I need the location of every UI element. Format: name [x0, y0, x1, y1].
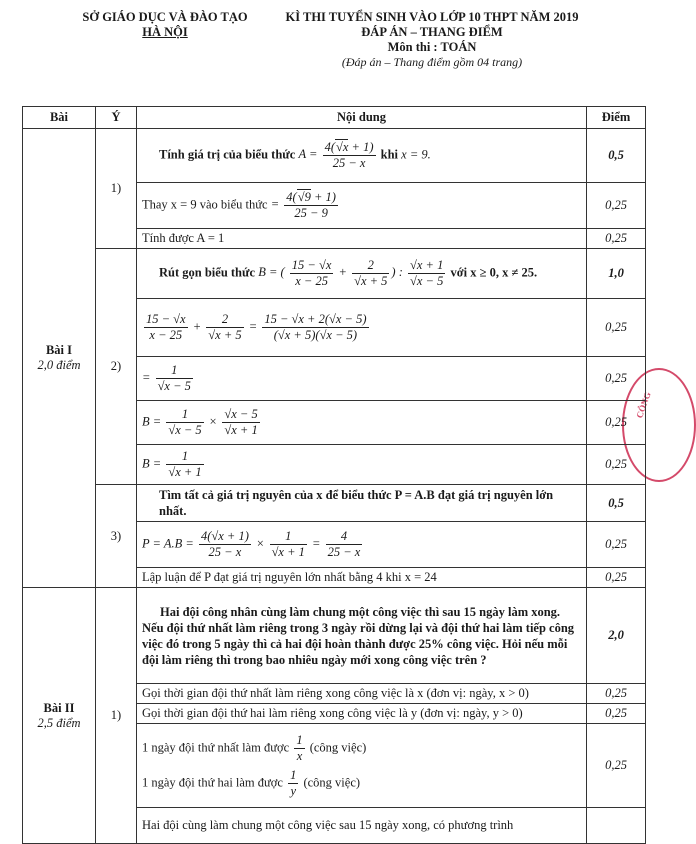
- step-text: Thay x = 9 vào biểu thức: [142, 197, 268, 212]
- subject-line: Môn thi : TOÁN: [387, 40, 477, 54]
- bai1-points: 2,0 điểm: [37, 358, 81, 372]
- score: 0,25: [587, 684, 646, 704]
- score: 2,0: [587, 588, 646, 684]
- red-stamp: CÔNG: [622, 368, 696, 482]
- col-header-y: Ý: [96, 107, 137, 129]
- table-row: [23, 249, 646, 299]
- city-name: HÀ NỘI: [142, 25, 188, 39]
- bai1-y2-step2: = $\frac{1}{√x - 5}$: [137, 357, 587, 401]
- score: 0,25: [587, 704, 646, 724]
- score: 0,25: [587, 522, 646, 568]
- step-text: (công việc): [309, 739, 367, 754]
- bai1-y3-question: Tìm tất cả giá trị nguyên của x để biểu thức P = A.B đạt giá trị nguyên lớn nhất.: [137, 485, 587, 522]
- score: 0,5: [587, 129, 646, 183]
- bai1-y2-step3: B = $\frac{1}{√x - 5}$ × $\frac{√x - 5}{√x + 1}$: [137, 401, 587, 445]
- bai2-step4: Hai đội cùng làm chung một công việc sau 15 ngày xong, có phương trình: [137, 808, 587, 844]
- bai1-y1-step1: [137, 183, 587, 229]
- department-header: [50, 10, 280, 40]
- answer-key-title: ĐÁP ÁN – THANG ĐIỂM: [361, 25, 503, 39]
- bai1-y2-step1: $\frac{15 - √x}{x - 25}$ + $\frac{2}{√x + 5}$ = $\frac{15 - √x + 2(√x - 5)}{(√x + 5)(√x - 5)}$: [137, 299, 587, 357]
- bai2-points: 2,5 điểm: [37, 715, 81, 730]
- formula-b: B = ( $\frac{15 - √x}{x - 25}$ + $\frac{2}{√x + 5}$ ) : $\frac{√x + 1}{√x - 5}$: [258, 258, 444, 288]
- formula-a-sub: = $\frac{4(√9 + 1)}{25 - 9}$: [270, 190, 336, 220]
- bai2-name: Bài II: [43, 700, 75, 715]
- bai2-problem: Hai đội công nhân cùng làm chung một công việc thì sau 15 ngày làm xong. Nếu đội thứ nhất làm riêng trong 3 ngày rồi dừng lại và đội thứ hai làm tiếp công việc đó trong 5 ngày thì cả hai đội hoàn thành được 25% công việc. Hỏi nếu mỗi đội làm riêng thì trong bao nhiêu ngày mới xong công việc trên ?: [137, 588, 587, 684]
- bai2-step2: Gọi thời gian đội thứ hai làm riêng xong công việc là y (đơn vị: ngày, y > 0): [137, 704, 587, 724]
- score: 0,25: [587, 299, 646, 357]
- exam-title: KÌ THI TUYỂN SINH VÀO LỚP 10 THPT NĂM 2019: [285, 10, 579, 24]
- answer-key-table: [22, 106, 646, 844]
- question-condition: với x ≥ 0, x ≠ 25.: [450, 265, 538, 280]
- department-name: SỞ GIÁO DỤC VÀ ĐÀO TẠO: [82, 10, 248, 24]
- score: [587, 808, 646, 844]
- question-text: Rút gọn biểu thức: [159, 265, 256, 280]
- score: 0,25: [587, 229, 646, 249]
- exam-header: [282, 10, 582, 70]
- bai1-y3-label: 3): [96, 485, 137, 588]
- col-header-bai: Bài: [23, 107, 96, 129]
- step-line: 1 ngày đội thứ hai làm được $\frac{1}{y}$ (công việc): [142, 767, 361, 798]
- bai1-y1-step2: Tính được A = 1: [137, 229, 587, 249]
- question-text: Tính giá trị của biểu thức: [159, 147, 296, 162]
- bai1-y1-question: [137, 129, 587, 183]
- bai1-cell: [23, 129, 96, 588]
- score: 0,5: [587, 485, 646, 522]
- step-text: 1 ngày đội thứ nhất làm được: [142, 739, 290, 754]
- bai1-y2-label: 2): [96, 249, 137, 485]
- score: 0,25: [587, 401, 646, 445]
- bai2-step1: Gọi thời gian đội thứ nhất làm riêng xong công việc là x (đơn vị: ngày, x > 0): [137, 684, 587, 704]
- formula-a: A = $\frac{4(√x + 1)}{25 - x}$: [298, 140, 374, 170]
- bai1-y2-question: [137, 249, 587, 299]
- score: 0,25: [587, 183, 646, 229]
- bai1-y3-step2: Lập luận để P đạt giá trị nguyên lớn nhất bằng 4 khi x = 24: [137, 568, 587, 588]
- bai2-step3: [137, 724, 587, 808]
- table-row: [23, 485, 646, 522]
- bai1-y2-step4: B = $\frac{1}{√x + 1}$: [137, 445, 587, 485]
- score: 0,25: [587, 568, 646, 588]
- step-line: 1 ngày đội thứ nhất làm được $\frac{1}{x}$ (công việc): [142, 732, 367, 763]
- question-condition: x = 9.: [401, 147, 431, 162]
- bai1-y3-step1: P = A.B = $\frac{4(√x + 1)}{25 - x}$ × $\frac{1}{√x + 1}$ = $\frac{4}{25 - x}$: [137, 522, 587, 568]
- score: 0,25: [587, 445, 646, 485]
- table-row: [23, 588, 646, 684]
- table-row: [23, 129, 646, 183]
- col-header-diem: Điểm: [587, 107, 646, 129]
- score: 0,25: [587, 724, 646, 808]
- score: 1,0: [587, 249, 646, 299]
- score: 0,25: [587, 357, 646, 401]
- step-text: (công việc): [303, 774, 361, 789]
- page-count-note: (Đáp án – Thang điểm gồm 04 trang): [341, 55, 523, 69]
- question-when: khi: [380, 147, 399, 162]
- bai1-y1-label: 1): [96, 129, 137, 249]
- table-header-row: [23, 107, 646, 129]
- bai2-y1-label: 1): [96, 588, 137, 844]
- col-header-noi-dung: Nội dung: [137, 107, 587, 129]
- bai2-cell: [23, 588, 96, 844]
- step-text: 1 ngày đội thứ hai làm được: [142, 774, 283, 789]
- bai1-name: Bài I: [45, 343, 73, 357]
